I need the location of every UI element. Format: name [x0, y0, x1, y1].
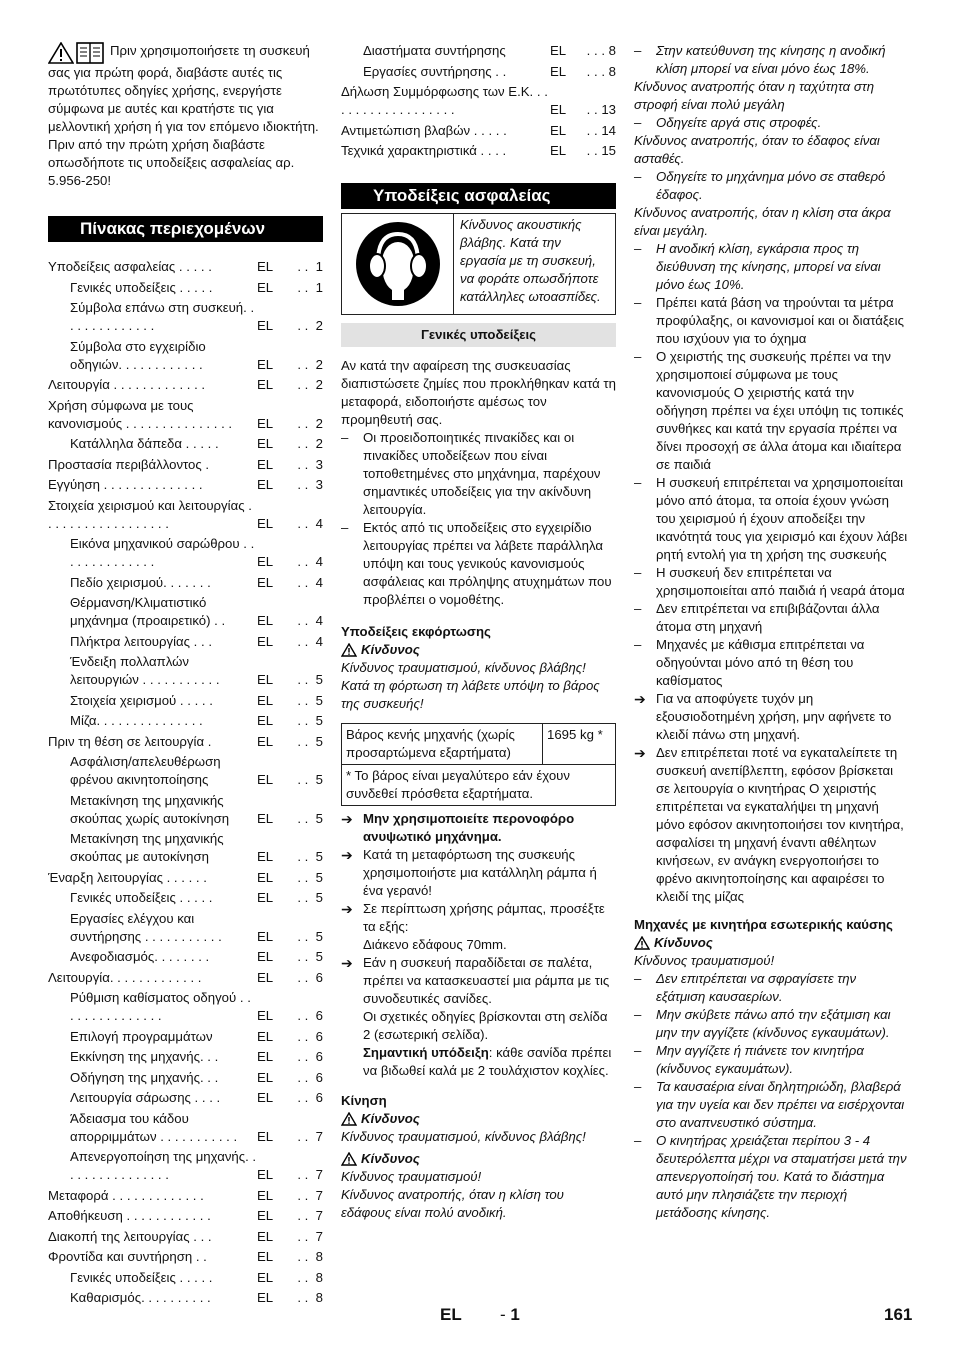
toc-entry-lang: EL [257, 613, 274, 628]
text: Κίνδυνος ανατροπής όταν η ταχύτητα στη στροφή είναι πολύ μεγάλη [634, 79, 875, 112]
general-notes-title: Γενικές υποδείξεις [341, 323, 616, 347]
list-item: – Πρέπει κατά βάση να τηρούνται τα μέτρα προφύλαξης, οι κανονισμοί και οι διατάξεις που ισχύουν για το όχημα [634, 295, 904, 346]
warning-icon [634, 936, 650, 950]
toc-entry-page: . . 7 [297, 1167, 323, 1182]
motion-title: Κίνηση [341, 1092, 387, 1108]
toc-entry-page: . . 5 [297, 849, 323, 864]
toc-entry[interactable] [48, 397, 323, 433]
toc-entry[interactable] [48, 1028, 323, 1046]
toc-entry[interactable] [48, 376, 323, 394]
weight-table [341, 723, 616, 806]
danger-label: Κίνδυνος [341, 1110, 616, 1128]
toc-entry[interactable] [48, 1069, 323, 1087]
toc-entry[interactable] [48, 948, 323, 966]
toc-entry-lang: EL [257, 1008, 274, 1023]
toc-entry-page: . . 4 [297, 554, 323, 569]
list-item: – Μην σκύβετε πάνω από την εξάτμιση και μην την αγγίζετε (κίνδυνος εγκαυμάτων). [634, 1007, 891, 1040]
engine-title: Μηχανές με κινητήρα εσωτερικής καύσης [634, 917, 893, 932]
toc-entry-page: . . 2 [297, 415, 323, 431]
toc-entry-page: . . 4 [297, 613, 323, 628]
toc-entry[interactable] [48, 1207, 323, 1225]
toc-entry-title: Αποθήκευση . . . . . . . . . . . . [48, 1208, 211, 1223]
toc-entry-lang: EL [257, 633, 274, 649]
loading-title: Υποδείξεις εκφόρτωσης [341, 623, 491, 639]
toc-entry-page: . . . 8 [586, 63, 616, 79]
page-number: 161 [884, 1305, 913, 1324]
list-item: – Οι προειδοποιητικές πινακίδες και οι πινακίδες υποδείξεων που είναι τοποθετημένες στο μηχάνημα, παρέχουν σημαντικές υποδείξεις για την ακίνδυνη λειτουργία. [341, 429, 601, 517]
toc-entry-title: Οδήγηση της μηχανής. . . [70, 1069, 219, 1085]
toc-entry[interactable] [48, 1228, 323, 1246]
list-item: – Μηχανές με κάθισμα επιτρέπεται να οδηγούνται μόνο από τη θέση του καθίσματος [634, 637, 865, 688]
danger-label: Κίνδυνος [341, 1150, 616, 1168]
toc-entry[interactable] [48, 1110, 323, 1146]
toc-entry[interactable] [341, 142, 616, 160]
toc-entry-lang: EL [257, 672, 274, 687]
toc-entry-page: . . 1 [297, 279, 323, 295]
general-para: Αν κατά την αφαίρεση της συσκευασίας διαπιστώσετε ζημίες που προκλήθηκαν κατά τη μεταφορά, ειδοποιήστε αμέσως τον προμηθευτή σας. [341, 357, 616, 427]
toc-entry[interactable] [48, 712, 323, 730]
toc-entry[interactable] [48, 969, 323, 987]
toc-entry[interactable] [48, 574, 323, 592]
list-item: ➔ Μην χρησιμοποιείτε περονοφόρο ανυψωτικό μηχάνημα. [341, 810, 575, 844]
warning-read-manual-icon [48, 42, 104, 64]
toc-entry[interactable] [48, 1048, 323, 1066]
footer-section-number: - 1 [500, 1305, 520, 1324]
toc-entry-lang: EL [257, 415, 274, 431]
toc-entry-lang: EL [257, 810, 274, 826]
list-item: – Εκτός από τις υποδείξεις στο εγχειρίδιο λειτουργίας πρέπει να λάβετε παράλληλα υπόψη και τους γενικούς κανονισμούς ασφάλειας και πρόληψης ατυχημάτων που προβλέπει ο νομοθέτης. [341, 519, 612, 607]
toc-entry-page: . . 6 [297, 1008, 323, 1023]
toc-entry-page: . . . 8 [586, 43, 616, 58]
toc-entry-page: . . 6 [297, 1028, 323, 1044]
toc-entry-page: . . 3 [297, 477, 323, 492]
danger-label: Κίνδυνος [634, 934, 909, 952]
toc-entry-title: Γενικές υποδείξεις . . . . . [70, 279, 213, 295]
toc-entry-lang: EL [257, 1069, 274, 1085]
toc-entry[interactable] [48, 792, 323, 828]
toc-entry-page: . . 6 [297, 1069, 323, 1085]
toc-entry-page: . . 6 [297, 1090, 323, 1105]
toc-entry-page: . . 5 [297, 733, 323, 749]
toc-entry[interactable] [48, 299, 323, 335]
toc-entry-page: . . 8 [297, 1249, 323, 1264]
toc-entry-title: Ανεφοδιασμός. . . . . . . . [70, 949, 210, 964]
toc-entry-page: . . 6 [297, 969, 323, 985]
toc-entry-lang: EL [257, 318, 274, 333]
toc-entry-page: . . 4 [297, 633, 323, 649]
toc-entry-page: . . 5 [297, 692, 323, 708]
toc-entry-lang: EL [550, 43, 567, 58]
toc-entry-lang: EL [257, 1167, 274, 1182]
toc-entry-lang: EL [257, 849, 274, 864]
toc-entry-lang: EL [550, 122, 567, 138]
toc-entry[interactable] [48, 594, 323, 630]
toc-entry-lang: EL [257, 1249, 274, 1264]
toc-entry[interactable] [48, 497, 323, 533]
toc-entry[interactable] [48, 1187, 323, 1205]
list-item: – Τα καυσαέρια είναι δηλητηριώδη, βλαβερά για την υγεία και δεν πρέπει να εισέρχονται στο αναπνευστικό σύστημα. [634, 1079, 905, 1130]
toc-entry-title: Υποδείξεις ασφαλείας . . . . . [48, 259, 212, 274]
toc-entry[interactable] [341, 42, 616, 60]
toc-entry-title: Μεταφορά . . . . . . . . . . . . . [48, 1187, 204, 1203]
toc-entry-title: Γενικές υποδείξεις . . . . . [70, 890, 213, 905]
list-item: ➔ Δεν επιτρέπεται ποτέ να εγκαταλείπετε τη συσκευή ανεπίβλεπτη, εφόσον βρίσκεται σε λειτουργία ο κινητήρας Ο χειριστής επιτρέπεται να εγκαταλήψει τη μηχανή μόνο εφόσον ακινητοποιήσει τον κινητήρα, ασφαλίσει τη μηχανή έναντι αθέλητων κινήσεων, εν ανάγκη ενεργοποιήσει το φρένο ακινητοποίησης και αφαιρέσει το κλειδί της μίζας [634, 745, 904, 904]
intro-para-1: Πριν χρησιμοποιήσετε τη συσκευή σας για πρώτη φορά, διαβάστε αυτές τις πρωτότυπες οδηγίες χρήσης, ενεργήστε σύμφωνα με αυτές και κρατήστε τις για μελλοντική χρήση ή για τον επόμενο ιδιοκτήτη. [48, 43, 319, 134]
toc-entry-lang: EL [257, 436, 274, 451]
loading-text: Κίνδυνος τραυματισμού, κίνδυνος βλάβης! Κατά τη φόρτωση τη λάβετε υπόψη το βάρος της συσκευής! [341, 659, 600, 711]
toc-entry-title: Επιλογή προγραμμάτων [70, 1028, 213, 1044]
list-item: – Η συσκευή επιτρέπεται να χρησιμοποιείται μόνο από άτομα, τα οποία έχουν γνώση του χειρισμού ή έχουν αποδείξει την ικανότητά τους για χειρισμό και έχουν λάβει ρητή εντολή για τη χρήση της συσκευής [634, 475, 908, 562]
toc-entry-title: Ρύθμιση καθίσματος οδηγού . . . . . . . . . . . . . . . [70, 990, 251, 1023]
toc-entry-title: Προστασία περιβάλλοντος . [48, 456, 210, 472]
toc-list [48, 258, 323, 1310]
motion-text-1: Κίνδυνος τραυματισμού, κίνδυνος βλάβης! [341, 1128, 586, 1144]
toc-entry-lang: EL [257, 1208, 274, 1223]
toc-entry[interactable] [48, 435, 323, 453]
toc-entry[interactable] [48, 692, 323, 710]
toc-entry-lang: EL [257, 515, 274, 531]
toc-entry-title: Ασφάλιση/απελευθέρωση φρένου ακινητοποίησης [70, 754, 221, 787]
toc-entry-title: Αντιμετώπιση βλαβών . . . . . [341, 122, 507, 138]
toc-entry-page: . . 5 [297, 869, 323, 885]
toc-entry-title: Ένδειξη πολλαπλών λειτουργιών . . . . . . . . . . . [70, 654, 220, 687]
text: Κίνδυνος ανατροπής, όταν το έδαφος είναι ασταθές. [634, 133, 880, 166]
toc-entry-lang: EL [257, 733, 274, 749]
toc-entry-lang: EL [257, 1187, 274, 1203]
toc-entry-lang: EL [257, 928, 274, 944]
toc-entry-lang: EL [257, 1049, 274, 1064]
toc-entry[interactable] [48, 1148, 323, 1184]
toc-entry[interactable] [48, 733, 323, 751]
ear-protection-icon [352, 218, 444, 310]
toc-entry-title: Εργασίες συντήρησης . . [363, 63, 507, 79]
toc-entry-page: . . 5 [297, 713, 323, 728]
toc-entry-lang: EL [257, 1028, 274, 1044]
toc-entry-lang: EL [257, 554, 274, 569]
toc-entry-page: . . 7 [297, 1128, 323, 1144]
list-item: ➔ Για να αποφύγετε τυχόν μη εξουσιοδοτημένη χρήση, μην αφήνετε το κλειδί πάνω στη μηχανή. [634, 691, 892, 742]
toc-entry-title: Διακοπή της λειτουργίας . . . [48, 1228, 212, 1244]
toc-entry[interactable] [341, 122, 616, 140]
toc-entry-lang: EL [257, 1228, 274, 1244]
toc-entry-lang: EL [257, 259, 274, 274]
warning-icon [341, 1112, 357, 1126]
safety-title: Υποδείξεις ασφαλείας [341, 183, 616, 209]
toc-entry-lang: EL [257, 279, 274, 295]
toc-entry-lang: EL [257, 574, 274, 590]
toc-entry-title: Μετακίνηση της μηχανικής σκούπας χωρίς αυτοκίνηση [70, 792, 230, 826]
toc-entry-title: Στοιχεία χειρισμού και λειτουργίας . . . . . . . . . . . . . . . . . . [48, 497, 252, 531]
toc-entry-title: Θέρμανση/Κλιματιστικό μηχάνημα (προαιρετικό) . . [70, 595, 226, 628]
toc-entry-lang: EL [257, 1290, 274, 1305]
toc-entry-title: Σύμβολα στο εγχειρίδιο οδηγιών. . . . . . . . . . . . [70, 338, 206, 372]
intro-para-2: Πριν από την πρώτη χρήση διαβάστε οπωσδήποτε τις υποδείξεις ασφαλείας αρ. 5.956-250! [48, 137, 295, 188]
toc-entry[interactable] [48, 910, 323, 946]
hazard-box [341, 213, 616, 315]
toc-entry-title: Μετακίνηση της μηχανικής σκούπας με αυτοκίνηση [70, 831, 224, 864]
toc-entry[interactable] [48, 1248, 323, 1266]
toc-entry-page: . . 5 [297, 890, 323, 905]
toc-entry-page: . . 7 [297, 1208, 323, 1223]
list-item: ➔ Κατά τη μεταφόρτωση της συσκευής χρησιμοποιήστε μια κατάλληλη ράμπα ή ένα γερανό! [341, 846, 597, 898]
toc-entry-lang: EL [257, 713, 274, 728]
toc-entry-page: . . 8 [297, 1269, 323, 1285]
list-item: – Ο κινητήρας χρειάζεται περίπου 3 - 4 δευτερόλεπτα μέχρι να σταματήσει μετά την απενεργοποίησή του. Κατά το διάστημα αυτό μην πλησιάζετε την περιοχή μετάδοσης κίνησης. [634, 1133, 907, 1220]
list-item: – Δεν επιτρέπεται να σφραγίσετε την εξάτμιση καυσαερίων. [634, 971, 857, 1004]
toc-entry-title: Μίζα. . . . . . . . . . . . . . . [70, 713, 203, 728]
weight-note: * Το βάρος είναι μεγαλύτερο εάν έχουν συνδεθεί πρόσθετα εξαρτήματα. [342, 764, 616, 805]
toc-entry-lang: EL [257, 1090, 274, 1105]
list-item: ➔ Εάν η συσκευή παραδίδεται σε παλέτα, πρέπει να κατασκευαστεί μια ράμπα με τις συνοδευτικές σανίδες. Οι σχετικές οδηγίες βρίσκονται στη σελίδα 2 (εσωτερική σελίδα). Σημαντική υπόδειξη: κάθε σανίδα πρέπει να βιδωθεί καλά με 2 τουλάχιστον κοχλίες. [341, 954, 612, 1078]
toc-entry-page: . . 15 [586, 143, 616, 158]
column-1 [48, 42, 323, 1310]
toc-entry-lang: EL [257, 1269, 274, 1285]
toc-entry[interactable] [48, 476, 323, 494]
toc-entry-lang: EL [550, 102, 567, 117]
toc-entry-page: . . 3 [297, 456, 323, 472]
toc-entry[interactable] [48, 535, 323, 571]
toc-entry-page: . . 5 [297, 810, 323, 826]
list-item: – Η ανοδική κλίση, εγκάρσια προς τη διεύθυνση της κίνησης, μπορεί να είναι μόνο έως 10%. [634, 241, 881, 292]
toc-entry-page: . . 2 [297, 356, 323, 372]
toc-entry-lang: EL [550, 143, 567, 158]
toc-entry-page: . . 2 [297, 318, 323, 333]
text: Κίνδυνος τραυματισμού! [634, 953, 775, 968]
list-item: – Δεν επιτρέπεται να επιβιβάζονται άλλα άτομα στη μηχανή [634, 601, 880, 634]
toc-entry[interactable] [48, 338, 323, 374]
toc-entry-title: Πριν τη θέση σε λειτουργία . [48, 733, 212, 749]
toc-entry-title: Σύμβολα επάνω στη συσκευή. . . . . . . . . . . . . . [70, 300, 255, 333]
toc-entry[interactable] [48, 258, 323, 276]
toc-entry[interactable] [48, 1089, 323, 1107]
list-item: – Ο χειριστής της συσκευής πρέπει να την χρησιμοποιεί σύμφωνα με τους κανονισμούς Ο χειριστής κατά την οδήγηση πρέπει να έχει υπόψη τις τοπικές συνθήκες και κατά την εργασία πρέπει να δίνει προσοχή σε άλλα άτομα και ιδιαίτερα σε παιδιά [634, 349, 904, 472]
toc-entry-title: Καθαρισμός. . . . . . . . . . [70, 1290, 211, 1305]
toc-entry-lang: EL [257, 377, 274, 392]
toc-entry-page: . . 8 [297, 1290, 323, 1305]
toc-entry-title: Γενικές υποδείξεις . . . . . [70, 1269, 213, 1285]
list-item: – Μην αγγίζετε ή πιάνετε τον κινητήρα (κίνδυνος εγκαυμάτων). [634, 1043, 864, 1076]
toc-entry-title: Πεδίο χειρισμού. . . . . . . [70, 574, 211, 590]
toc-entry-title: Πλήκτρα λειτουργίας . . . [70, 633, 213, 649]
column-2 [341, 42, 616, 1222]
toc-entry-title: Κατάλληλα δάπεδα . . . . . [70, 436, 219, 451]
toc-entry[interactable] [48, 279, 323, 297]
toc-entry[interactable] [341, 83, 616, 119]
toc-entry-title: Τεχνικά χαρακτηριστικά . . . . [341, 143, 507, 158]
toc-entry-page: . . 2 [297, 377, 323, 392]
toc-entry-title: Διαστήματα συντήρησης [363, 43, 506, 58]
text: Κίνδυνος ανατροπής, όταν η κλίση στα άκρα είναι μεγάλη. [634, 205, 891, 238]
toc-list-continued [341, 42, 616, 163]
danger-label: Κίνδυνος [341, 641, 616, 659]
toc-entry-lang: EL [257, 890, 274, 905]
toc-entry-title: Φροντίδα και συντήρηση . . [48, 1249, 207, 1264]
toc-entry-page: . . 7 [297, 1228, 323, 1244]
toc-entry-page: . . 7 [297, 1187, 323, 1203]
toc-entry-page: . . 5 [297, 949, 323, 964]
toc-entry-lang: EL [257, 477, 274, 492]
toc-entry-page: . . 5 [297, 672, 323, 687]
toc-entry-title: Εργασίες ελέγχου και συντήρησης . . . . . . . . . . . [70, 910, 222, 944]
toc-entry-title: Έναρξη λειτουργίας . . . . . . [48, 869, 207, 885]
motion-text-3: Κίνδυνος ανατροπής, όταν η κλίση του εδάφους είναι πολύ ανοδική. [341, 1186, 564, 1220]
toc-entry-title: Λειτουργία σάρωσης . . . . [70, 1090, 221, 1105]
toc-entry-page: . . 1 [297, 259, 323, 274]
toc-entry-lang: EL [257, 969, 274, 985]
toc-entry-page: . . 2 [297, 436, 323, 451]
toc-entry-page: . . 5 [297, 772, 323, 787]
toc-entry-title: Άδειασμα του κάδου απορριμμάτων . . . . . . . . . . . [70, 1110, 238, 1144]
toc-entry-page: . . 4 [297, 574, 323, 590]
list-item: – Οδηγείτε το μηχάνημα μόνο σε σταθερό έδαφος. [634, 169, 886, 202]
list-item: – Οδηγείτε αργά στις στροφές. [634, 115, 822, 130]
toc-entry[interactable] [48, 456, 323, 474]
footer-language: EL [440, 1305, 462, 1324]
toc-title: Πίνακας περιεχομένων [48, 216, 323, 242]
toc-entry-lang: EL [257, 692, 274, 708]
toc-entry-title: Χρήση σύμφωνα με τους κανονισμούς . . . . . . . . . . . . . . . [48, 397, 233, 431]
toc-entry-title: Λειτουργία. . . . . . . . . . . . . [48, 969, 202, 985]
toc-entry[interactable] [341, 63, 616, 81]
toc-entry-lang: EL [257, 772, 274, 787]
toc-entry-lang: EL [257, 869, 274, 885]
toc-entry-lang: EL [550, 63, 567, 79]
toc-entry-page: . . 14 [586, 122, 616, 138]
toc-entry[interactable] [48, 889, 323, 907]
toc-entry-lang: EL [257, 949, 274, 964]
motion-text-2: Κίνδυνος τραυματισμού! [341, 1168, 482, 1184]
toc-entry-lang: EL [257, 456, 274, 472]
list-item: – Η συσκευή δεν επιτρέπεται να χρησιμοποιείται από παιδιά ή νεαρά άτομα [634, 565, 905, 598]
toc-entry-title: Απενεργοποίηση της μηχανής. . . . . . . . . . . . . . . . [70, 1149, 257, 1182]
toc-entry[interactable] [48, 1289, 323, 1307]
toc-entry[interactable] [48, 869, 323, 887]
toc-entry-title: Εικόνα μηχανικού σαρώθρου . . . . . . . . . . . . . . [70, 536, 255, 569]
toc-entry-page: . . 5 [297, 928, 323, 944]
list-item: ➔ Σε περίπτωση χρήσης ράμπας, προσέξτε τα εξής: Διάκενο εδάφους 70mm. [341, 900, 605, 952]
weight-value: 1695 kg * [543, 723, 616, 764]
toc-entry-page: . . 6 [297, 1049, 323, 1064]
toc-entry-lang: EL [257, 1128, 274, 1144]
column-3 [634, 42, 909, 1222]
toc-entry-lang: EL [257, 356, 274, 372]
toc-entry-title: Εκκίνηση της μηχανής. . . [70, 1049, 219, 1064]
toc-entry-title: Λειτουργία . . . . . . . . . . . . . [48, 377, 206, 392]
toc-entry[interactable] [48, 989, 323, 1025]
toc-entry-title: Εγγύηση . . . . . . . . . . . . . . [48, 477, 203, 492]
toc-entry-page: . . 13 [586, 102, 616, 117]
toc-entry[interactable] [48, 830, 323, 866]
hazard-text: Κίνδυνος ακουστικής βλάβης. Κατά την εργασία με τη συσκευή, να φοράτε οπωσδήποτε κατάλληλες ωτοασπίδες. [460, 216, 601, 304]
toc-entry-title: Στοιχεία χειρισμού . . . . . [70, 692, 213, 708]
list-item: – Στην κατεύθυνση της κίνησης η ανοδική κλίση μπορεί να είναι μόνο έως 18%. [634, 43, 886, 76]
weight-label: Βάρος κενής μηχανής (χωρίς προσαρτώμενα εξαρτήματα) [342, 723, 543, 764]
warning-icon [341, 1152, 357, 1166]
toc-entry[interactable] [48, 753, 323, 789]
toc-entry-page: . . 4 [297, 515, 323, 531]
warning-icon [341, 643, 357, 657]
toc-entry[interactable] [48, 1269, 323, 1287]
toc-entry[interactable] [48, 633, 323, 651]
toc-entry-title: Δήλωση Συμμόρφωσης των Ε.Κ. . . . . . . . . . . . . . . . . . . [341, 84, 548, 117]
toc-entry[interactable] [48, 653, 323, 689]
